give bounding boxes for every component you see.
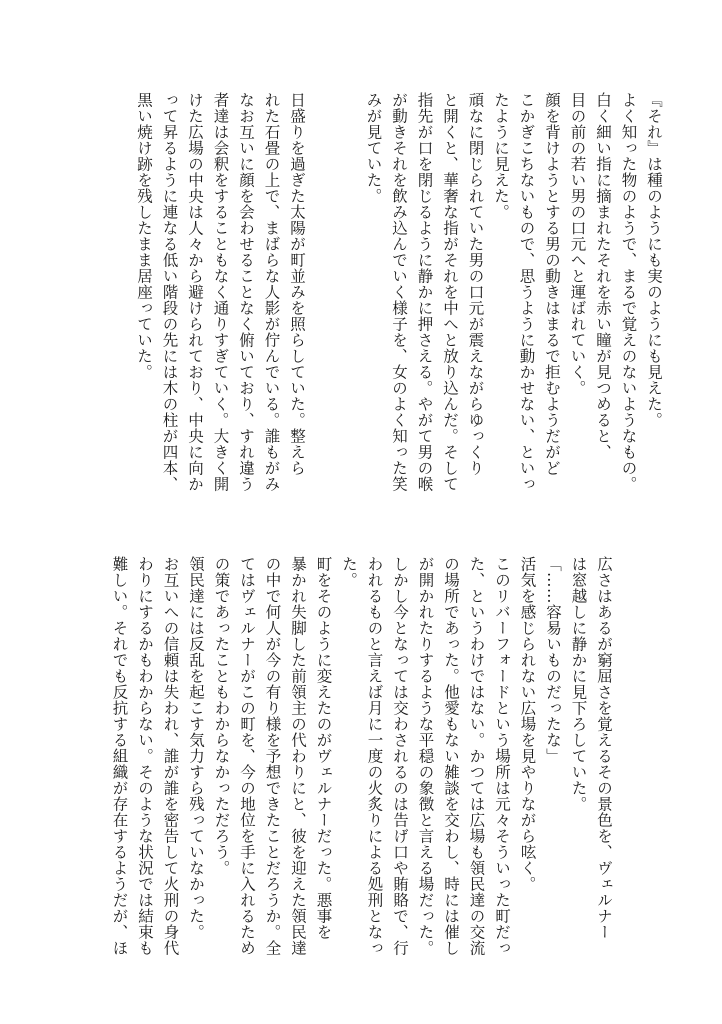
text-line: 難しい。それでも反抗する組織が存在するようだが、ほ [110, 556, 129, 956]
text-line: が動きそれを飲み込んでいく様子を、女のよく知った笑 [390, 92, 408, 492]
text-line: 顔を背けようとする男の動きはまるで拒むようだがど [543, 92, 561, 476]
text-line: 指先が口を閉じるように静かに押さえる。やがて男の喉 [415, 92, 434, 492]
text-line: の場所であった。他愛もない雑談を交わし、時には催し [442, 556, 460, 956]
text-line: お互いへの信頼は失われ、誰が誰を密告して火刑の身代 [161, 556, 180, 956]
text-line: わりにするかもわからない。そのような状況では結束も [136, 556, 154, 956]
text-line: なお互いに顔を会わせることなく俯いており、すれ違う [237, 92, 255, 492]
text-line: 日盛りを過ぎた太陽が町並みを照らしていた。整えら [288, 92, 306, 476]
text-line: 者達は会釈をすることもなく通りすぎていく。大きく開 [211, 92, 230, 492]
text-line: 目の前の若い男の口元へと運ばれていく。 [568, 92, 587, 396]
text-line: 町をそのように変えたのがヴェルナーだった。悪事を [314, 556, 333, 940]
text-line: が開かれたりするような平穏の象徴と言える場だった。 [416, 556, 435, 956]
text-line: よく知った物のようで、まるで覚えのないようなもの。 [619, 92, 638, 492]
text-line: 活気を感じられない広場を見やりながら呟く。 [518, 556, 537, 892]
text-line: の中で何人が今の有り様を予想できたことだろうか。全 [263, 556, 282, 956]
text-block-top [135, 92, 666, 532]
text-line: 『それ』は種のようにも実のようにも見えた。 [645, 92, 663, 428]
text-line: けた広場の中央は人々から避けられており、中央に向か [186, 92, 204, 492]
text-line: 頑なに閉じられていた男の口元が震えながらゆっくり [466, 92, 485, 476]
text-line: 「……容易いものだったな」 [544, 556, 562, 764]
text-line: 広さはあるが窮屈さを覚えるその景色を、ヴェルナー [595, 556, 613, 940]
text-line: われるものと言えば月に一度の火炙りによる処刑となっ [365, 556, 384, 956]
blank-line [335, 92, 361, 532]
text-line: 暴かれ失脚した前領主の代わりにと、彼を迎えた領民達 [289, 556, 307, 956]
text-block-bottom [96, 556, 616, 956]
text-line: の策であったこともわからなかっただろう。 [212, 556, 231, 876]
text-line: みが見ていた。 [364, 92, 383, 204]
text-line: こかぎこちないもので、思うように動かせない、といっ [517, 92, 536, 492]
text-line: れた石畳の上で、まばらな人影が佇んでいる。誰もがみ [262, 92, 281, 492]
text-line: た。 [340, 556, 358, 588]
text-line: たように見えた。 [492, 92, 510, 220]
text-line: 白く細い指に摘まれたそれを赤い瞳が見つめると、 [594, 92, 612, 460]
text-line: と開くと、華奢な指がそれを中へと放り込んだ。そして [441, 92, 459, 492]
text-line: しかし今となっては交わされるのは告げ口や賄賂で、行 [391, 556, 409, 956]
text-line: って昇るように連なる低い階段の先には木の柱が四本、 [160, 92, 179, 492]
text-line: このリバーフォードという場所は元々そういった町だっ [493, 556, 511, 956]
text-line: 黒い焼け跡を残したまま居座っていた。 [135, 92, 153, 380]
text-line: た、というわけではない。かつては広場も領民達の交流 [467, 556, 486, 956]
text-line: てはヴェルナーがこの町を、今の地位を手に入れるため [238, 556, 256, 956]
text-line: 領民達には反乱を起こす気力すら残っていなかった。 [187, 556, 205, 940]
blank-line [309, 92, 335, 532]
text-line: は窓越しに静かに見下ろしていた。 [569, 556, 588, 812]
